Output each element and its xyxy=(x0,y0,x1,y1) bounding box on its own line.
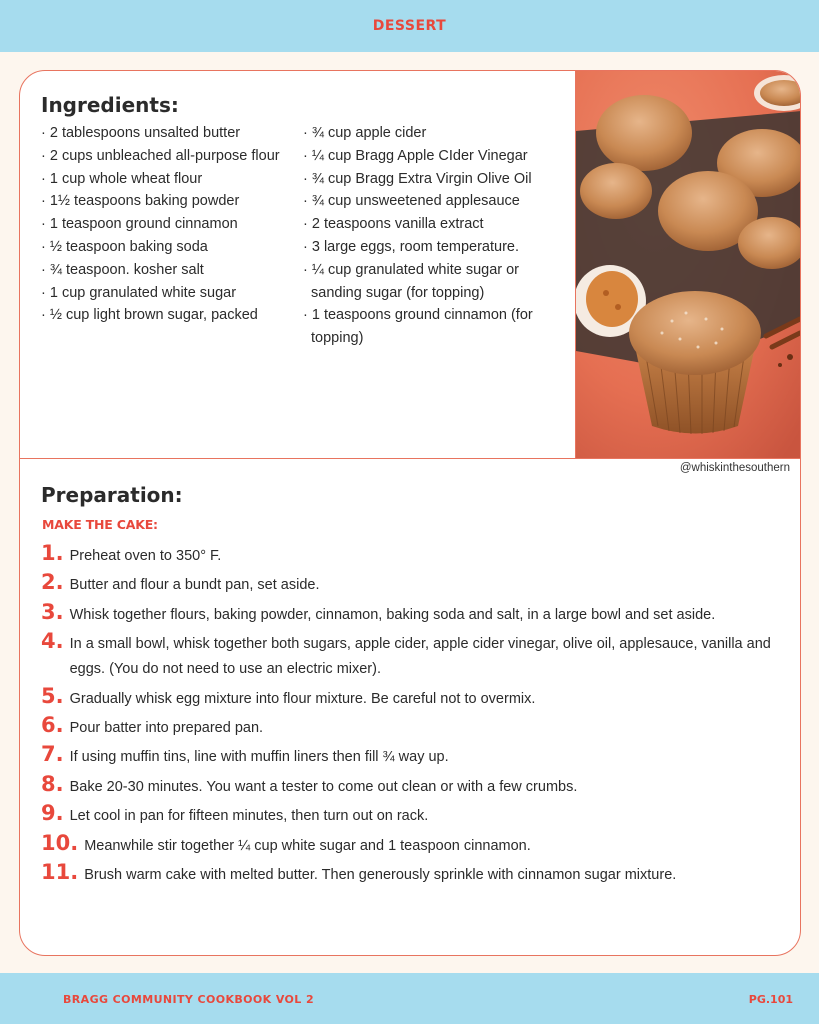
step-number: 4. xyxy=(41,629,64,654)
step-number: 11. xyxy=(41,859,79,884)
step-number: 1. xyxy=(41,541,64,565)
ingredient-item: · ¼ cup Bragg Apple CIder Vinegar xyxy=(303,145,565,168)
preparation-steps xyxy=(41,541,791,889)
step-text: Meanwhile stir together ¼ cup white sugar and 1 teaspoon cinnamon. xyxy=(84,837,531,854)
step-text: If using muffin tins, line with muffin liners then fill ¾ way up. xyxy=(69,749,449,766)
category-label: DESSERT xyxy=(372,18,447,34)
section-divider xyxy=(20,458,801,459)
step-item xyxy=(41,801,791,829)
step-number: 8. xyxy=(41,771,64,796)
step-item xyxy=(41,570,791,598)
step-number: 9. xyxy=(41,801,64,826)
step-item xyxy=(41,684,791,712)
ingredient-item: · 1 cup whole wheat flour xyxy=(41,168,287,191)
step-item xyxy=(41,541,791,569)
ingredients-list-right xyxy=(303,122,565,350)
ingredient-item: · 1 teaspoon ground cinnamon xyxy=(41,213,287,236)
step-number: 6. xyxy=(41,712,64,737)
ingredient-item: · ¾ teaspoon. kosher salt xyxy=(41,259,287,282)
ingredient-item: · ¾ cup apple cider xyxy=(303,122,565,145)
step-item xyxy=(41,860,791,888)
ingredients-title: Ingredients: xyxy=(41,93,179,117)
step-item xyxy=(41,742,791,770)
muffins-photo xyxy=(576,71,801,458)
ingredient-item: · 1 teaspoons ground cinnamon (for topping) xyxy=(303,304,565,350)
step-item xyxy=(41,629,791,682)
step-text: Whisk together flours, baking powder, cinnamon, baking soda and salt, in a large bowl and set aside. xyxy=(69,606,716,623)
ingredient-item: · 2 cups unbleached all-purpose flour xyxy=(41,145,287,168)
photo-credit: @whiskinthesouthern xyxy=(679,462,790,474)
step-text: Preheat oven to 350° F. xyxy=(69,548,222,564)
step-item xyxy=(41,831,791,859)
step-text: Brush warm cake with melted butter. Then generously sprinkle with cinnamon sugar mixture. xyxy=(84,866,677,883)
ingredient-item: · ½ teaspoon baking soda xyxy=(41,236,287,259)
step-number: 3. xyxy=(41,599,64,624)
step-item xyxy=(41,713,791,741)
ingredients-list-left xyxy=(41,122,287,327)
page-number: PG.101 xyxy=(748,993,793,1006)
step-text: Pour batter into prepared pan. xyxy=(69,719,264,736)
make-the-cake-subheading: MAKE THE CAKE: xyxy=(42,517,158,532)
step-number: 5. xyxy=(41,683,64,708)
ingredient-item: · ¼ cup granulated white sugar or sanding sugar (for topping) xyxy=(303,259,565,305)
ingredient-item: · 2 teaspoons vanilla extract xyxy=(303,213,565,236)
step-text: Bake 20-30 minutes. You want a tester to come out clean or with a few crumbs. xyxy=(69,778,578,795)
step-number: 10. xyxy=(41,830,79,855)
step-text: Butter and flour a bundt pan, set aside. xyxy=(69,577,320,594)
step-number: 7. xyxy=(41,742,64,767)
ingredient-item: · ¾ cup unsweetened applesauce xyxy=(303,190,565,213)
recipe-card xyxy=(19,70,801,956)
step-text: In a small bowl, whisk together both sugars, apple cider, apple cider vinegar, olive oil, applesauce, vanilla and eggs. (You do not need to use an electric mixer). xyxy=(69,636,771,678)
ingredient-item: · 1½ teaspoons baking powder xyxy=(41,190,287,213)
step-text: Gradually whisk egg mixture into flour mixture. Be careful not to overmix. xyxy=(69,690,536,707)
top-banner xyxy=(0,0,819,52)
ingredient-item: · 3 large eggs, room temperature. xyxy=(303,236,565,259)
ingredient-item: · 1 cup granulated white sugar xyxy=(41,282,287,305)
ingredient-item: · 2 tablespoons unsalted butter xyxy=(41,122,287,145)
step-text: Let cool in pan for fifteen minutes, then turn out on rack. xyxy=(69,808,429,825)
ingredient-item: · ½ cup light brown sugar, packed xyxy=(41,304,287,327)
preparation-title: Preparation: xyxy=(41,483,183,507)
footer-banner xyxy=(0,973,819,1024)
cookbook-title: BRAGG COMMUNITY COOKBOOK VOL 2 xyxy=(63,993,315,1006)
step-number: 2. xyxy=(41,570,64,595)
step-item xyxy=(41,772,791,800)
ingredient-item: · ¾ cup Bragg Extra Virgin Olive Oil xyxy=(303,168,565,191)
step-item xyxy=(41,600,791,628)
